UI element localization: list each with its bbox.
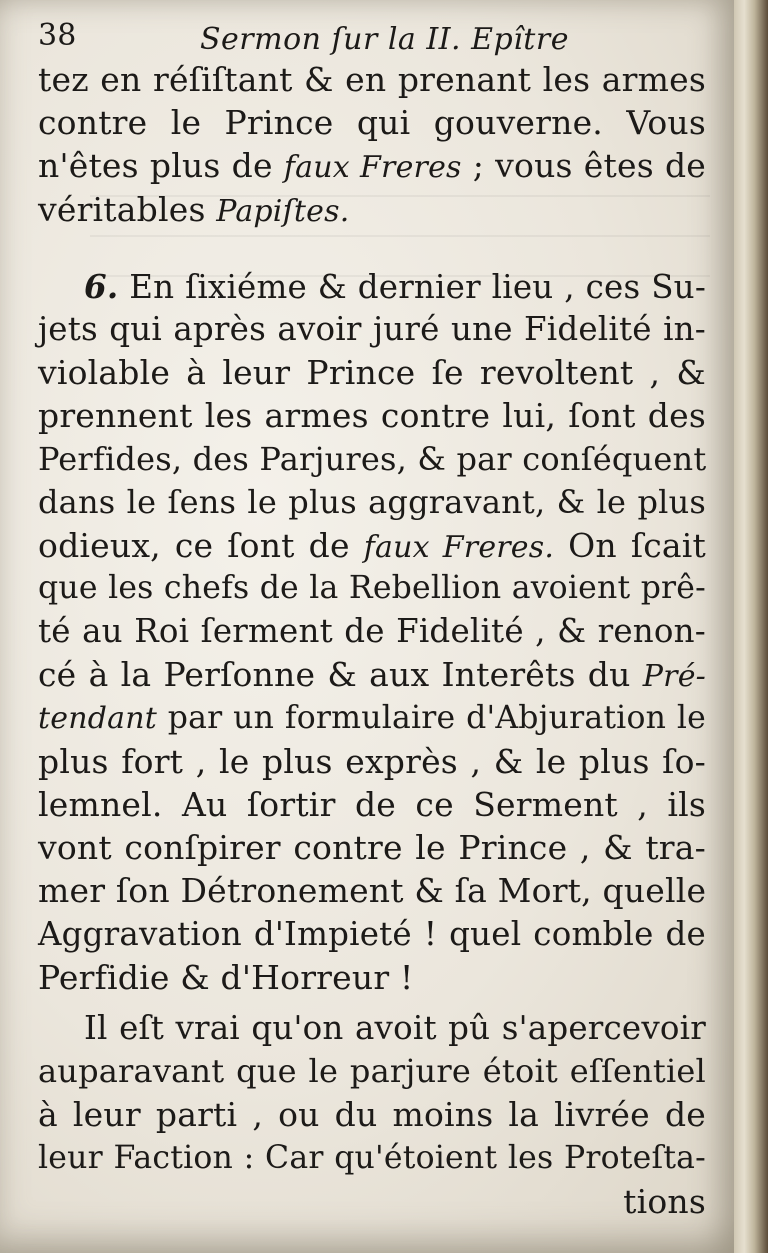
text-line: [38, 144, 706, 187]
text-run: cé à la Perſonne & aux Interêts du: [38, 655, 643, 695]
paragraph-gap: [38, 999, 706, 1007]
text-line: que les chefs de la Rebellion avoient prê-: [38, 570, 706, 607]
text-line: prennent les armes contre lui, ſont des: [38, 396, 706, 436]
text-run: ; vous êtes de: [461, 146, 707, 186]
text-line: [38, 265, 706, 308]
text-line: [38, 524, 706, 567]
text-line: tez en réſiſtant & en prenant les armes: [38, 60, 706, 99]
paragraph-3: [38, 1007, 706, 1223]
text-line: Perfides, des Parjures, & par conſéquent: [38, 439, 707, 478]
italic-run: faux Freres: [283, 150, 462, 186]
paragraph-2: [38, 265, 706, 999]
text-line: Aggravation d'Impieté ! quel comble de: [38, 914, 706, 953]
italic-run: faux Freres.: [363, 529, 555, 565]
text-line: contre le Prince qui gouverne. Vous: [38, 103, 706, 143]
page-number: 38: [38, 18, 77, 53]
text-run: par un formulaire d'Abjuration le: [157, 699, 706, 736]
text-line: té au Roi ſerment de Fidelité , & renon-: [38, 612, 706, 651]
section-number: 6.: [84, 266, 119, 306]
text-run: n'êtes plus de: [38, 146, 284, 186]
text-line: [38, 653, 706, 696]
text-run: En ſixiéme & dernier lieu , ces Su-: [118, 267, 706, 306]
page-edge: [734, 0, 768, 1253]
text-line: violable à leur Prince ſe revoltent , &: [38, 353, 706, 393]
text-line: jets qui après avoir juré une Fidelité in-: [38, 309, 706, 348]
text-line: tions: [623, 1181, 706, 1221]
text-line: Perfidie & d'Horreur !: [38, 957, 414, 997]
italic-run: Pré-: [642, 659, 706, 695]
text-line: dans le ſens le plus aggravant, & le plus: [38, 482, 706, 521]
text-line: mer ſon Détronement & ſa Mort, quelle: [38, 871, 707, 911]
running-head: Sermon ſur la II. Epître: [200, 22, 569, 57]
text-line: Il eſt vrai qu'on avoit pû s'apercevoir: [84, 1008, 706, 1047]
text-run: véritables: [38, 189, 217, 229]
text-line: leur Faction : Car qu'étoient les Proteſta-: [38, 1139, 706, 1176]
text-line: plus fort , le plus exprès , & le plus ſo-: [38, 741, 706, 781]
text-run: odieux, ce ſont de: [38, 525, 364, 565]
text-line: auparavant que le parjure étoit eſſentiel: [38, 1052, 706, 1091]
text-line: lemnel. Au ſortir de ce Serment , ils: [38, 785, 706, 824]
text-line: vont conſpirer contre le Prince , & tra-: [38, 828, 706, 868]
text-run: On ſcait: [554, 525, 706, 565]
paragraph-1: [38, 58, 706, 231]
italic-run: Papiſtes.: [216, 193, 350, 229]
italic-run: tendant: [38, 700, 157, 736]
text-line: [38, 188, 706, 231]
text-line: à leur parti , ou du moins la livrée de: [38, 1095, 706, 1135]
page-header: [38, 12, 706, 58]
paragraph-gap: [38, 231, 706, 265]
text-line: [38, 697, 706, 740]
page-text: [38, 12, 706, 1223]
